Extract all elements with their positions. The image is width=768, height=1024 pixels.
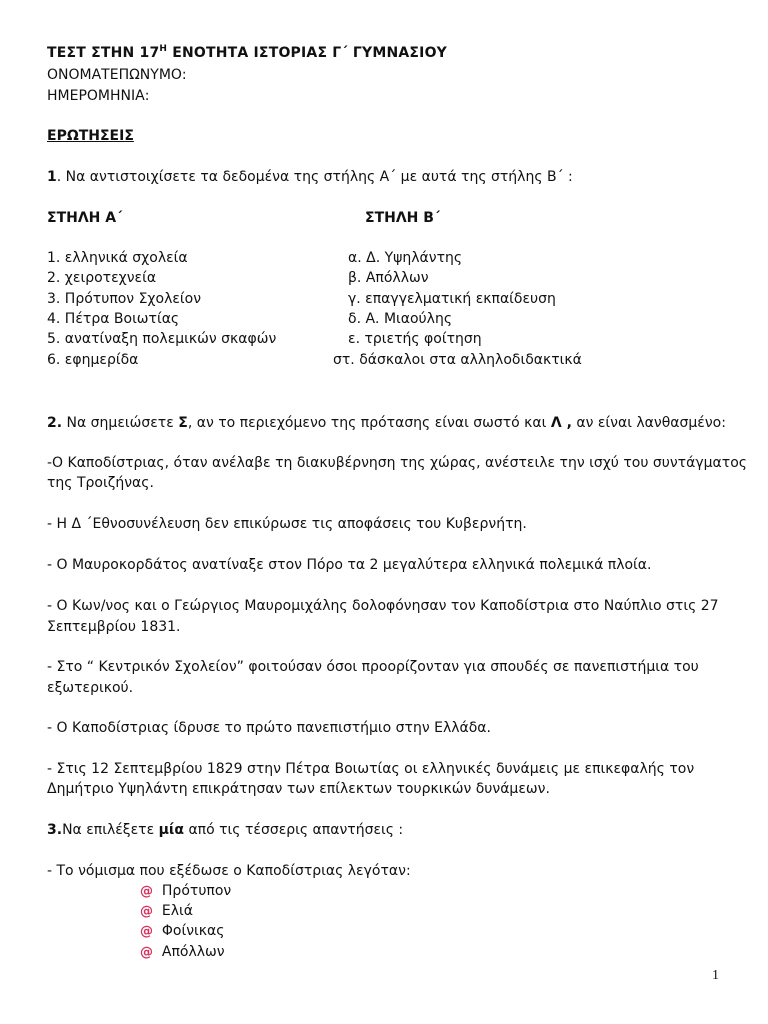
- q2-lambda-mark: Λ ,: [550, 415, 572, 431]
- column-b-item: α. Δ. Υψηλάντης: [348, 250, 463, 266]
- name-label: ΟΝΟΜΑΤΕΠΩΝΥΜΟ:: [47, 67, 187, 83]
- option-bullet-icon: @: [140, 884, 153, 899]
- column-a-item: 4. Πέτρα Βοιωτίας: [47, 311, 180, 327]
- column-a-title: ΣΤΗΛΗ Α΄: [47, 210, 123, 226]
- q2-text: Να σημειώσετε: [62, 415, 179, 431]
- q3-question: - Το νόμισμα που εξέδωσε ο Καποδίστριας λεγόταν:: [47, 863, 411, 879]
- statement-line: - Στις 12 Σεπτεμβρίου 1829 στην Πέτρα Βοιωτίας οι ελληνικές δυνάμεις με επικεφαλής τον: [47, 761, 695, 777]
- option-label: Ελιά: [161, 903, 194, 919]
- q2-text: , αν το περιεχόμενο της πρότασης είναι σωστό και: [187, 415, 551, 431]
- statement-line: της Τροιζήνας.: [47, 475, 154, 491]
- statement-line: - Η Δ ΄Εθνοσυνέλευση δεν επικύρωσε τις αποφάσεις του Κυβερνήτη.: [47, 516, 527, 532]
- test-title-superscript: Η: [159, 44, 168, 54]
- statement-line: Σεπτεμβρίου 1831.: [47, 619, 181, 635]
- statement-line: εξωτερικού.: [47, 680, 134, 696]
- column-b-item: ε. τριετής φοίτηση: [348, 331, 482, 347]
- column-a-item: 2. χειροτεχνεία: [47, 270, 157, 286]
- column-a-item: 1. ελληνικά σχολεία: [47, 250, 188, 266]
- option-item: [140, 942, 225, 963]
- q2-sigma-mark: Σ: [178, 415, 188, 431]
- statement-line: - Ο Κων/νος και ο Γεώργιος Μαυρομιχάλης δολοφόνησαν τον Καποδίστρια στο Ναύπλιο στις 27: [47, 598, 719, 614]
- section-title: ΕΡΩΤΗΣΕΙΣ: [47, 128, 134, 144]
- column-a-item: 3. Πρότυπον Σχολείον: [47, 291, 202, 307]
- q2-text: αν είναι λανθασμένο:: [571, 415, 726, 431]
- q1-prompt: [47, 167, 573, 187]
- test-title-text-end: ΕΝΟΤΗΤΑ ΙΣΤΟΡΙΑΣ Γ΄ ΓΥΜΝΑΣΙΟΥ: [167, 45, 448, 61]
- option-label: Πρότυπον: [161, 883, 232, 899]
- option-bullet-icon: @: [140, 945, 153, 960]
- q2-prompt: [47, 413, 726, 433]
- q3-text: από τις τέσσερις απαντήσεις :: [184, 822, 404, 838]
- q3-text: Να επιλέξετε: [62, 822, 159, 838]
- column-b-item: στ. δάσκαλοι στα αλληλοδιδακτικά: [333, 352, 582, 368]
- option-label: Φοίνικας: [161, 923, 225, 939]
- option-label: Απόλλων: [161, 944, 225, 960]
- statement-line: Δημήτριο Υψηλάντη επικράτησαν των επίλεκτων τουρκικών δυνάμεων.: [47, 781, 550, 797]
- column-b-title: ΣΤΗΛΗ Β΄: [365, 210, 441, 226]
- date-label: ΗΜΕΡΟΜΗΝΙΑ:: [47, 88, 150, 104]
- q1-number: 1: [47, 169, 57, 185]
- column-b-item: γ. επαγγελματική εκπαίδευση: [348, 291, 556, 307]
- q2-number: 2.: [47, 415, 63, 431]
- option-item: [140, 901, 193, 922]
- page-number: 1: [712, 968, 719, 983]
- option-bullet-icon: @: [140, 904, 153, 919]
- column-b-item: β. Απόλλων: [348, 270, 429, 286]
- test-title: [47, 43, 447, 63]
- statement-line: - Στο “ Κεντρικόν Σχολείον” φοιτούσαν όσοι προορίζονταν για σπουδές σε πανεπιστήμια του: [47, 659, 699, 675]
- option-bullet-icon: @: [140, 924, 153, 939]
- q3-emphasis: μία: [158, 822, 184, 838]
- statement-line: -Ο Καποδίστριας, όταν ανέλαβε τη διακυβέρνηση της χώρας, ανέστειλε την ισχύ του συντάγματος: [47, 455, 747, 471]
- statement-line: - Ο Μαυροκορδάτος ανατίναξε στον Πόρο τα 2 μεγαλύτερα ελληνικά πολεμικά πλοία.: [47, 557, 652, 573]
- q3-number: 3.: [47, 822, 63, 838]
- column-a-item: 5. ανατίναξη πολεμικών σκαφών: [47, 331, 277, 347]
- statement-line: - Ο Καποδίστριας ίδρυσε το πρώτο πανεπιστήμιο στην Ελλάδα.: [47, 720, 491, 736]
- test-title-text: ΤΕΣΤ ΣΤΗΝ 17: [47, 45, 160, 61]
- option-item: [140, 881, 231, 902]
- column-a-item: 6. εφημερίδα: [47, 352, 139, 368]
- q1-text: . Να αντιστοιχίσετε τα δεδομένα της στήλης Α΄ με αυτά της στήλης Β΄ :: [56, 169, 573, 185]
- column-b-item: δ. Α. Μιαούλης: [348, 311, 453, 327]
- q3-prompt: [47, 820, 403, 840]
- option-item: [140, 921, 224, 942]
